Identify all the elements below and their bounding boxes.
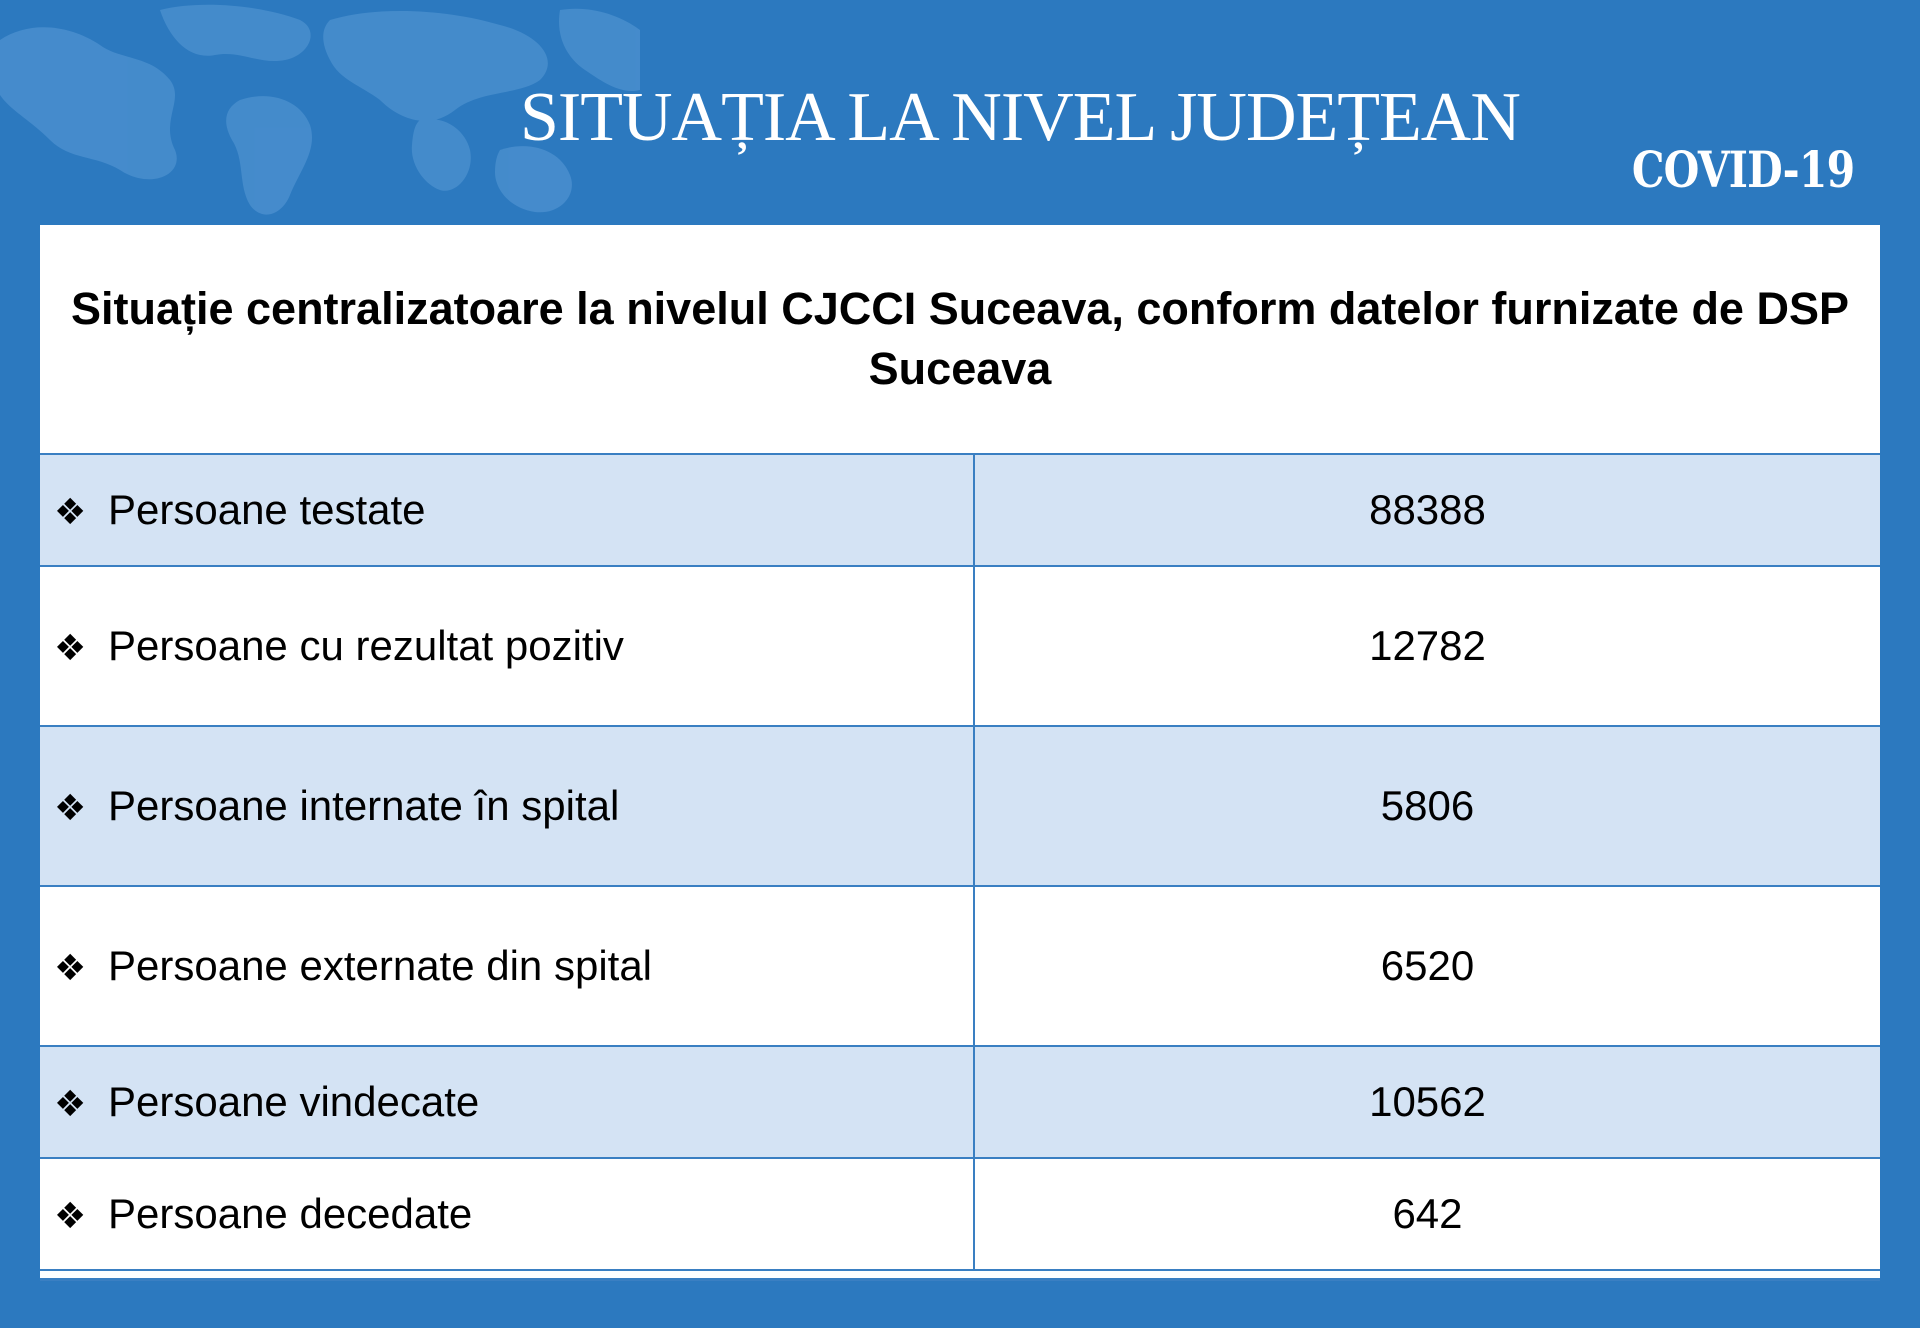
table-row (40, 886, 1880, 1046)
row-label: Persoane decedate (108, 1190, 473, 1237)
table-row (40, 1158, 1880, 1270)
row-label-cell (40, 1046, 974, 1158)
row-label: Persoane cu rezultat pozitiv (108, 622, 624, 669)
stats-table (40, 453, 1880, 1271)
row-label-cell (40, 566, 974, 726)
row-label-cell (40, 726, 974, 886)
row-label-cell (40, 454, 974, 566)
diamond-bullet-icon: ❖ (54, 788, 87, 829)
row-value: 642 (974, 1158, 1880, 1270)
row-value: 10562 (974, 1046, 1880, 1158)
row-value: 12782 (974, 566, 1880, 726)
bottom-divider (40, 1278, 1880, 1281)
row-value: 88388 (974, 454, 1880, 566)
row-value: 6520 (974, 886, 1880, 1046)
panel-title: Situație centralizatoare la nivelul CJCCI Suceava, conform datelor furnizate de DSP Suceava (70, 283, 1849, 394)
row-value: 5806 (974, 726, 1880, 886)
table-row (40, 726, 1880, 886)
covid-badge: COVID-19 (1631, 140, 1854, 199)
diamond-bullet-icon: ❖ (54, 1084, 87, 1125)
page-title: SITUAȚIA LA NIVEL JUDEȚEAN (520, 79, 1520, 156)
diamond-bullet-icon: ❖ (54, 1196, 87, 1237)
table-row (40, 454, 1880, 566)
row-label: Persoane externate din spital (108, 942, 653, 989)
row-label: Persoane vindecate (108, 1078, 480, 1125)
row-label: Persoane internate în spital (108, 782, 620, 829)
diamond-bullet-icon: ❖ (54, 948, 87, 989)
table-row (40, 1046, 1880, 1158)
row-label-cell (40, 886, 974, 1046)
stats-panel (40, 225, 1880, 1281)
row-label: Persoane testate (108, 486, 426, 533)
row-label-cell (40, 1158, 974, 1270)
diamond-bullet-icon: ❖ (54, 492, 87, 533)
diamond-bullet-icon: ❖ (54, 628, 87, 669)
table-row (40, 566, 1880, 726)
